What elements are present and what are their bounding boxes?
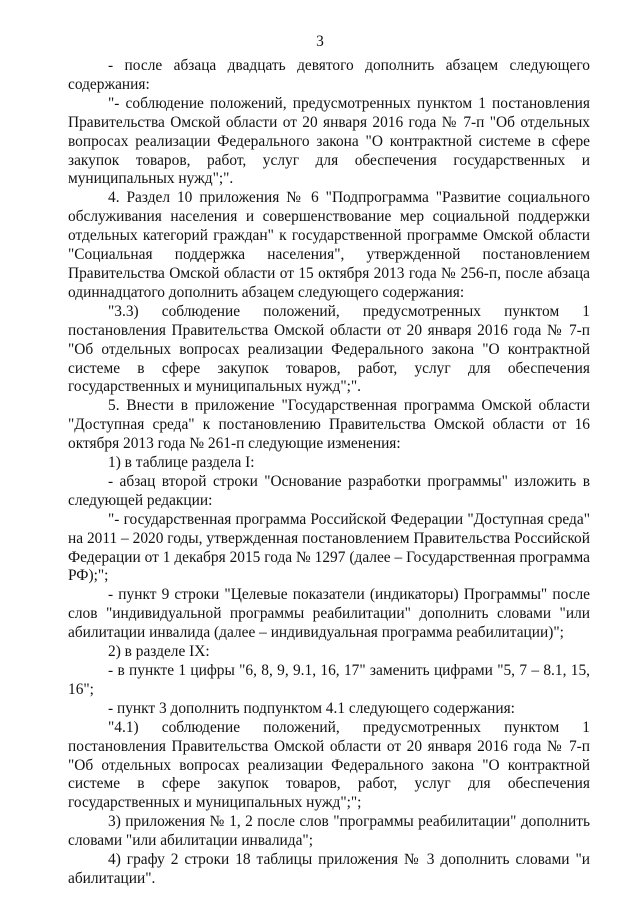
paragraph-sub-2: 2) в разделе IX:	[108, 643, 210, 661]
paragraph-punkt-3: - пункт 3 дополнить подпунктом 4.1 следующего содержания:	[108, 699, 515, 717]
paragraph-quote-1: "- соблюдение положений, предусмотренных пунктом 1 постановления Правительства Омской области от 20 января 2016 года № 7-п "Об отдельных вопросах реализации Федерального закона "О контрактной системе в сфере закупок товаров, работ, услуг для обеспечения государственных и муниципальных нужд";".	[68, 94, 590, 188]
paragraph-quote-4-1: "4.1) соблюдение положений, предусмотренных пунктом 1 постановления Правительства Омской области от 20 января 2016 года № 7-п "Об отдельных вопросах реализации Федерального закона "О контрактной системе в сфере закупок товаров, работ, услуг для обеспечения государственных и муниципальных нужд";";	[68, 718, 590, 812]
paragraph-quote-3-3: "3.3) соблюдение положений, предусмотренных пунктом 1 постановления Правительства Омской области от 20 января 2016 года № 7-п "Об отдельных вопросах реализации Федерального закона "О контрактной системе в сфере закупок товаров, работ, услуг для обеспечения государственных и муниципальных нужд";".	[68, 302, 590, 396]
paragraph-quote-gp: "- государственная программа Российской Федерации "Доступная среда" на 2011 – 2020 годы, утвержденная постановлением Правительства Российской Федерации от 1 декабря 2015 года № 1297 (далее – Государственная программа РФ);";	[68, 510, 590, 585]
paragraph-sub-4: 4) графу 2 строки 18 таблицы приложения № 3 дополнить словами "и абилитации".	[68, 851, 590, 887]
paragraph-punkt-9: - пункт 9 строки "Целевые показатели (индикаторы) Программы" после слов "индивидуальной программы реабилитации" дополнить словами "или абилитации инвалида (далее – индивидуальная программа реабилитации)";	[68, 586, 590, 642]
paragraph-sub-3: 3) приложения № 1, 2 после слов "программы реабилитации" дополнить словами "или абилитации инвалида";	[68, 813, 590, 850]
paragraph-item-4: 4. Раздел 10 приложения № 6 "Подпрограмма "Развитие социального обслуживания населения и совершенствование мер социальной поддержки отдельных категорий граждан" к государственной программе Омской области "Социальная поддержка населения", утвержденной постановлением Правительства Омской области от 15 октября 2013 года № 256-п, после абзаца одиннадцатого дополнить абзацем следующего содержания:	[68, 189, 590, 301]
page-number: 3	[316, 33, 324, 50]
paragraph-abzac-2: - абзац второй строки "Основание разработки программы" изложить в следующей редакции:	[68, 472, 590, 509]
paragraph-intro-29: - после абзаца двадцать девятого дополнить абзацем следующего содержания:	[68, 57, 590, 93]
paragraph-sub-1: 1) в таблице раздела I:	[108, 454, 255, 472]
document-body	[68, 57, 590, 889]
paragraph-punkt-1: - в пункте 1 цифры "6, 8, 9, 9.1, 16, 17" заменить цифрами "5, 7 – 8.1, 15, 16";	[68, 662, 590, 698]
paragraph-item-5: 5. Внести в приложение "Государственная программа Омской области "Доступная среда" к постановлению Правительства Омской области от 16 октября 2013 года № 261-п следующие изменения:	[68, 397, 590, 453]
